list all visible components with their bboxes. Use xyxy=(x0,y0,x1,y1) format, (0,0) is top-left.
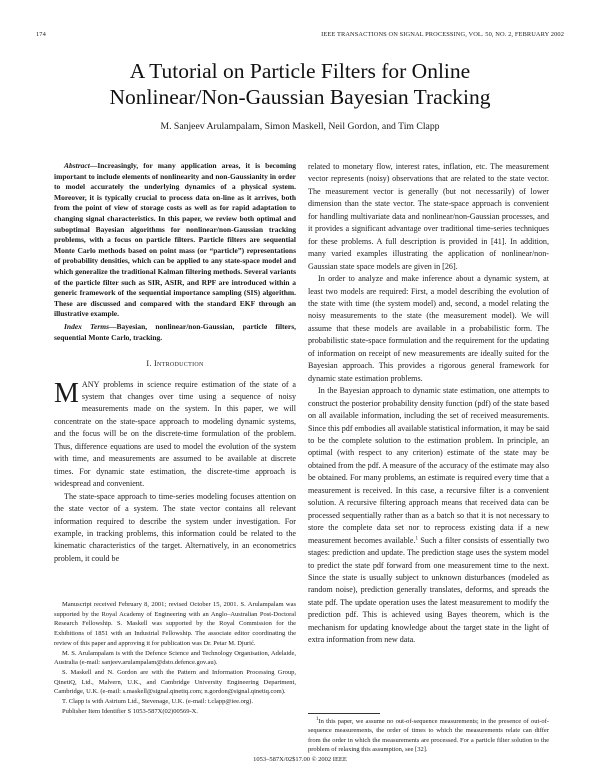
left-column xyxy=(54,161,296,565)
right-paragraph-2: In order to analyze and make inference about a dynamic system, at least two models are required: First, a model describing the evolution of the state with time (the system model) and, second, a model relating the noisy measurements to the state (the measurement model). We will assume that these models are available in a probabilistic form. The probabilistic state-space formulation and the requirement for the updating of information on receipt of new measurements are ideally suited for the Bayesian approach. This provides a rigorous general framework for dynamic state estimation problems. xyxy=(308,274,549,383)
copyright-footer: 1053–587X/02$17.00 © 2002 IEEE xyxy=(253,756,347,763)
footnote-maskell-gordon: S. Maskell and N. Gordon are with the Pattern and Information Processing Group, QinetiQ, Ltd., Malvern, U.K., and Cambridge University Engineering Department, Cambridge, U.K. (e-mail: s.maskell@signal.qinetiq.com; n.gordon@signal.qinetiq.com). xyxy=(54,668,296,696)
abstract-text: Increasingly, for many application areas, it is becoming important to include elements of nonlinearity and non-Gaussianity in order to model accurately the underlying dynamics of a physical system. Moreover, it is typically crucial to process data on-line as it arrives, both from the point of view of storage costs as well as for rapid adaptation to changing signal characteristics. In this paper, we review both optimal and suboptimal Bayesian algorithms for nonlinear/non-Gaussian tracking problems, with a focus on particle filters. Particle filters are sequential Monte Carlo methods based on point mass (or “particle”) representations of probability densities, which can be applied to any state-space model and which generalize the traditional Kalman filtering methods. Several variants of the particle filter such as SIR, ASIR, and RPF are introduced within a generic framework of the sequential importance sampling (SIS) algorithm. These are discussed and compared with the standard EKF through an illustrative example. xyxy=(54,161,296,319)
right-paragraph-3-start: In the Bayesian approach to dynamic state estimation, one attempts to construct the posterior probability density function (pdf) of the state based on all available information, including the set of received measurements. Since this pdf embodies all available statistical information, it may be said to be the complete solution to the estimation problem. In principle, an optimal (with respect to any criterion) estimate of the state may be obtained from the pdf. A measure of the accuracy of the estimate may also be obtained. For many problems, an estimate is required every time that a measurement is received. In this case, a recursive filter is a convenient solution. A recursive filtering approach means that received data can be processed sequentially rather than as a batch so that it is not necessary to store the complete data set nor to reprocess existing data if a new measurement becomes available. xyxy=(308,386,549,545)
author-list: M. Sanjeev Arulampalam, Simon Maskell, Neil Gordon, and Tim Clapp xyxy=(160,121,440,132)
abstract xyxy=(54,161,296,320)
right-paragraph-3-end: Such a filter consists of essentially two stages: prediction and update. The prediction stage uses the system model to predict the state pdf forward from one measurement time to the next. Since the state is usually subject to unknown disturbances (modeled as random noise), prediction generally translates, deforms, and spreads the state pdf. The update operation uses the latest measurement to modify the prediction pdf. This is achieved using Bayes theorem, which is the mechanism for updating knowledge about the target state in the light of extra information from new data. xyxy=(308,535,549,645)
drop-cap: M xyxy=(54,377,79,409)
footnote-1-mark: 1 xyxy=(316,716,319,722)
footnote-1 xyxy=(308,717,549,755)
right-paragraph-1: related to monetary flow, interest rates, inflation, etc. The measurement vector represents (noisy) observations that are related to the state vector. The measurement vector is generally (but not necessarily) of lower dimension than the state vector. The state-space approach is convenient for handling multivariate data and nonlinear/non-Gaussian processes, and it provides a significant advantage over traditional time-series techniques for these problems. A full description is provided in [41]. In addition, many varied examples illustrating the application of nonlinear/non-Gaussian state space models are given in [26]. xyxy=(308,162,549,271)
footnote-1-body xyxy=(308,717,549,755)
footnote-publisher-id: Publisher Item Identifier S 1053-587X(02)00569-X. xyxy=(62,707,198,715)
footnote-arulampalam: M. S. Arulampalam is with the Defence Science and Technology Organisation, Adelaide, Australia (e-mail: sanjeev.arulampalam@dsto.defence.gov.au). xyxy=(54,649,296,667)
right-column xyxy=(308,161,549,647)
running-head xyxy=(36,31,564,41)
paper-title xyxy=(40,58,560,110)
manuscript-footnotes xyxy=(54,600,296,716)
intro-paragraph-2: The state-space approach to time-series modeling focuses attention on the state vector of a system. The state vector contains all relevant information required to describe the system under investigation. For example, in tracking problems, this information could be related to the kinematic characteristics of the target. Alternatively, in an econometrics problem, it could be xyxy=(54,491,296,563)
index-terms-lead: Index Terms— xyxy=(64,321,117,331)
index-terms-text: Bayesian, nonlinear/non-Gaussian, particle filters, sequential Monte Carlo, tracking. xyxy=(54,321,296,342)
footnote-marker: 1 xyxy=(415,535,418,541)
page-number: 174 xyxy=(36,31,46,38)
footnote-rule xyxy=(308,713,380,714)
title-line-1: A Tutorial on Particle Filters for Online xyxy=(129,59,471,83)
intro-paragraph-1 xyxy=(54,379,296,491)
abstract-lead: Abstract— xyxy=(64,161,98,170)
footnote-1-text: In this paper, we assume no out-of-sequence measurements; in the presence of out-of-sequence measurements, the order of times to which the measurements relate can differ from the order in which the measurements are processed. For a particle filter solution to the problem of relaxing this assumption, see [32]. xyxy=(308,718,549,754)
footnote-clapp: T. Clapp is with Astrium Ltd., Stevenage, U.K. (e-mail: t.clapp@iee.org). xyxy=(62,698,253,706)
section-heading: I. Introduction xyxy=(146,359,204,369)
title-line-2: Nonlinear/Non-Gaussian Bayesian Tracking xyxy=(109,85,491,109)
journal-header: IEEE TRANSACTIONS ON SIGNAL PROCESSING, VOL. 50, NO. 2, FEBRUARY 2002 xyxy=(321,31,564,38)
intro-first-word: ANY xyxy=(81,379,100,389)
footnote-manuscript: Manuscript received February 8, 2001; revised October 15, 2001. S. Arulampalam was supported by the Royal Academy of Engineering with an Anglo–Australian Post-Doctoral Research Fellowship. S. Maskell was supported by the Royal Commission for the Exhibitions of 1851 with an Industrial Fellowship. The associate editor coordinating the review of this paper and approving it for publication was Dr. Petar M. Djurić. xyxy=(54,601,296,647)
right-paragraph-3 xyxy=(308,385,549,647)
index-terms xyxy=(54,322,296,343)
intro-paragraph-1-text: problems in science require estimation of the state of a system that changes over time using a sequence of noisy measurements made on the system. In this paper, we will concentrate on the state-space approach to modeling dynamic systems, and the focus will be on the discrete-time formulation of the problem. Thus, difference equations are used to model the evolution of the system with time, and measurements are assumed to be available at discrete times. For dynamic state estimation, the discrete-time approach is widespread and convenient. xyxy=(54,379,296,489)
